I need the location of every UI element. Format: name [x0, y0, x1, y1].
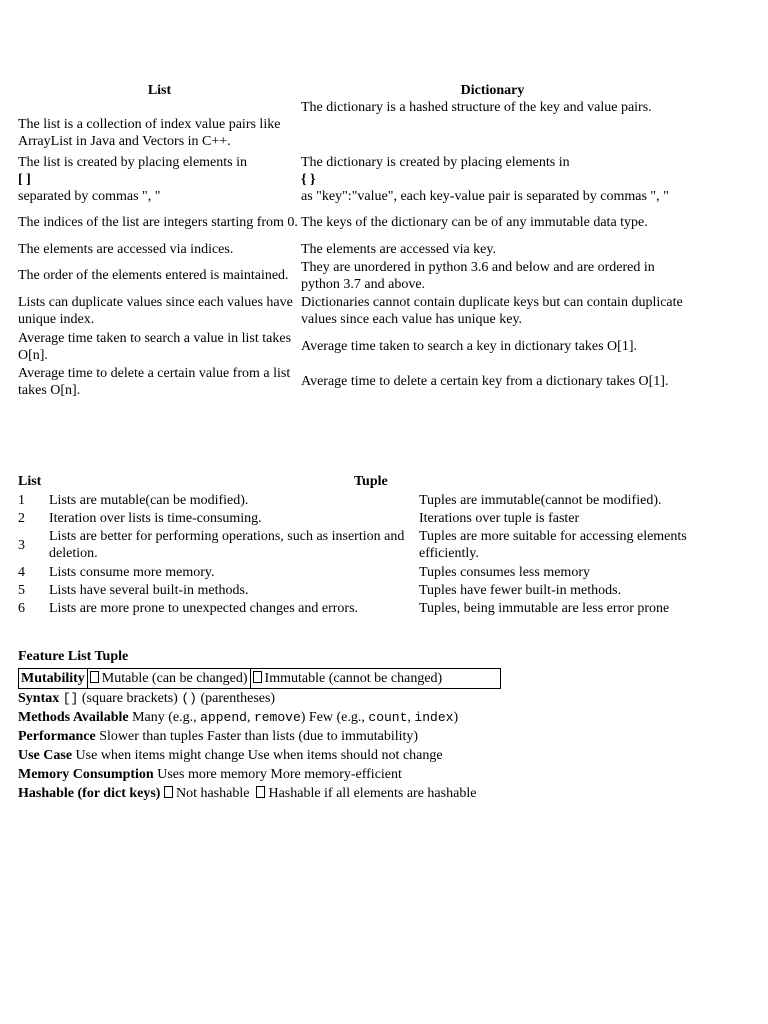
- table-header: [18, 82, 684, 99]
- missing-glyph-icon: [256, 786, 265, 798]
- table-row: [18, 293, 684, 329]
- list-cell: Average time taken to search a value in list takes O[n].: [18, 330, 292, 363]
- memory-row: Memory Consumption Uses more memory More memory-efficient: [18, 767, 402, 782]
- table-row: [18, 153, 684, 205]
- row-number: 1: [18, 492, 25, 508]
- tuple-cell: Iterations over tuple is faster: [419, 510, 580, 526]
- tuple-value: Immutable (cannot be changed): [264, 671, 443, 686]
- missing-glyph-icon: [253, 671, 262, 683]
- row-number: 2: [18, 510, 25, 526]
- list-cell: The elements are accessed via indices.: [18, 241, 234, 257]
- table-row: [18, 205, 684, 240]
- missing-glyph-icon: [90, 671, 99, 683]
- list-cell: Lists can duplicate values since each values have unique index.: [18, 295, 293, 327]
- table-row: [18, 258, 684, 293]
- table-row: [18, 599, 709, 617]
- list-value: Not hashable: [175, 786, 250, 801]
- performance-row: Performance Slower than tuples Faster than lists (due to immutability): [18, 729, 419, 744]
- tuple-cell: Tuples, being immutable are less error prone: [419, 600, 670, 616]
- methods-row: Methods Available Many (e.g., append, remove) Few (e.g., count, index): [18, 710, 459, 725]
- table-row: [18, 364, 684, 399]
- table-row: [18, 329, 684, 364]
- list-cell: Lists are more prone to unexpected changes and errors.: [49, 600, 359, 616]
- feature-header: Feature List Tuple: [18, 649, 129, 664]
- dict-cell: Dictionaries cannot contain duplicate keys but can contain duplicate values since each value has unique key.: [301, 295, 683, 327]
- dict-cell: The keys of the dictionary can be of any immutable data type.: [301, 215, 648, 230]
- header-list: List: [18, 474, 42, 489]
- header-dictionary: Dictionary: [460, 83, 525, 98]
- list-cell: The list is created by placing elements in [ ] separated by commas ", ": [18, 154, 247, 204]
- list-vs-dictionary-table: [18, 82, 684, 399]
- dict-cell: The elements are accessed via key.: [301, 241, 496, 257]
- list-cell: Lists have several built-in methods.: [49, 582, 249, 598]
- tuple-value: Hashable if all elements are hashable: [268, 786, 477, 801]
- feature-label: Memory Consumption: [18, 767, 154, 782]
- table-row: [18, 581, 709, 599]
- list-cell: The indices of the list are integers starting from 0.: [18, 215, 298, 230]
- list-vs-tuple-table: [18, 473, 709, 617]
- list-cell: Lists are mutable(can be modified).: [49, 492, 249, 508]
- list-cell: The list is a collection of index value pairs like ArrayList in Java and Vectors in C++.: [18, 117, 281, 149]
- row-number: 3: [18, 537, 25, 553]
- tuple-cell: Tuples have fewer built-in methods.: [419, 582, 622, 598]
- feature-label: Mutability: [21, 671, 85, 686]
- row-number: 5: [18, 582, 25, 598]
- mutability-row: [18, 668, 501, 689]
- use-case-row: Use Case Use when items might change Use when items should not change: [18, 748, 443, 763]
- feature-label: Use Case: [18, 748, 73, 763]
- feature-label: Methods Available: [18, 710, 129, 725]
- header-list: List: [147, 83, 172, 98]
- header-tuple: Tuple: [354, 474, 388, 489]
- list-cell: Average time to delete a certain value from a list takes O[n].: [18, 365, 291, 398]
- table-row: [18, 563, 709, 581]
- tuple-syntax-code: (): [181, 691, 197, 706]
- syntax-row: Syntax [] (square brackets) () (parentheses): [18, 691, 276, 706]
- list-value: Mutable (can be changed): [101, 671, 248, 686]
- dict-cell: They are unordered in python 3.6 and below and are ordered in python 3.7 and above.: [301, 259, 655, 292]
- hashable-row: [18, 784, 501, 803]
- table-row: [18, 99, 684, 153]
- tuple-cell: Tuples are more suitable for accessing elements efficiently.: [419, 529, 687, 561]
- list-cell: Lists consume more memory.: [49, 564, 215, 580]
- dict-cell: Average time to delete a certain key from a dictionary takes O[1].: [301, 374, 669, 389]
- tuple-cell: Tuples are immutable(cannot be modified).: [419, 492, 662, 508]
- table-header: [18, 473, 709, 491]
- list-syntax-code: []: [62, 691, 79, 706]
- dict-cell: The dictionary is created by placing elements in { } as "key":"value", each key-value pair is separated by commas ", ": [301, 154, 669, 204]
- feature-label: Syntax: [18, 691, 60, 706]
- missing-glyph-icon: [164, 786, 173, 798]
- table-row: [18, 509, 709, 527]
- table-row: [18, 527, 709, 563]
- tuple-cell: Tuples consumes less memory: [419, 564, 590, 580]
- feature-label: Performance: [18, 729, 96, 744]
- table-row: [18, 240, 684, 258]
- feature-label: Hashable (for dict keys): [18, 786, 161, 801]
- list-cell: Lists are better for performing operations, such as insertion and deletion.: [49, 529, 405, 561]
- list-cell: Iteration over lists is time-consuming.: [49, 510, 262, 526]
- feature-comparison: [18, 647, 501, 803]
- dict-cell: The dictionary is a hashed structure of the key and value pairs.: [301, 100, 652, 115]
- row-number: 4: [18, 564, 25, 580]
- list-cell: The order of the elements entered is maintained.: [18, 268, 289, 283]
- table-row: [18, 491, 709, 509]
- dict-cell: Average time taken to search a key in dictionary takes O[1].: [301, 339, 637, 354]
- row-number: 6: [18, 600, 25, 616]
